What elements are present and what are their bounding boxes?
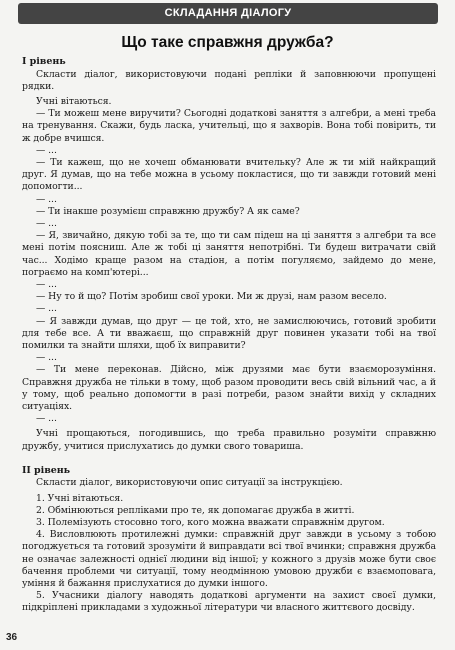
dialogue-line: — Ти інакше розумієш справжню дружбу? А як саме? [36, 205, 300, 217]
dialogue-line: — Ну то й що? Потім зробиш свої уроки. Ми ж друзі, нам разом весело. [36, 291, 387, 303]
dialogue-line: — ... [36, 413, 57, 425]
instruction-item: 4. Висловлюють протилежні думки: справжній друг завжди в усьому з тобою погоджується та готовий зрозуміти й виправдати всі твої вчинки; справжня дружба не означає залежності однієї людини від іншої; у кожного з друзів може бути своє бачення проблеми чи ситуації, тому неодмінною умовою дружби є взаємоповага, уміння й бажання прислухатися до думки іншого. [22, 529, 436, 589]
instruction-item: 1. Учні вітаються. [36, 492, 124, 504]
page-title: Що таке справжня дружба? [121, 34, 334, 51]
dialogue-line: — ... [36, 144, 57, 156]
section-banner: СКЛАДАННЯ ДІАЛОГУ [18, 3, 438, 24]
dialogue-line: — ... [36, 303, 57, 315]
level-2-heading: ІІ рівень [22, 464, 71, 476]
level-2-instruction: Скласти діалог, використовуючи опис ситуації за інструкцією. [36, 477, 343, 489]
level-1-heading: І рівень [22, 56, 66, 67]
dialogue-line: — Ти кажеш, що не хочеш обманювати вчительку? Але ж ти мій найкращий друг. Я думав, що на тебе можна в усьому покластися, що ти завжди готовий мені допомогти... [22, 156, 436, 193]
instruction-item: 2. Обмінюються репліками про те, як допомагає дружба в житті. [36, 504, 355, 516]
instruction-item: 3. Полемізують стосовно того, кого можна вважати справжнім другом. [36, 516, 385, 528]
dialogue-line: — ... [36, 217, 57, 229]
dialogue-line: — Ти можеш мене виручити? Сьогодні додаткові заняття з алгебри, а мені треба на тренування. Скажи, будь ласка, учительці, що я захворів. Вона тобі повірить, ти ж добре вчишся. [22, 108, 436, 144]
instruction-item: 5. Учасники діалогу наводять додаткові аргументи на захист своєї думки, підкріплені прикладами з художньої літератури чи власного життєвого досвіду. [22, 590, 436, 614]
page-content [22, 56, 436, 615]
dialogue-line: Учні вітаються. [36, 95, 112, 107]
dialogue-line: Учні прощаються, погодившись, що треба правильно розуміти справжню дружбу, учитися прислухатись до думки свого товариша. [22, 428, 436, 452]
dialogue-line: — Я, звичайно, дякую тобі за те, що ти сам підеш на ці заняття з алгебри та все мені потім поясниш. Але ж тобі ці заняття непотрібні. Ти будеш витрачати свій час... Ходімо краще разом на стадіон, а потім погуляємо, зайдемо до мене, пограємо на комп'ютері... [22, 230, 436, 278]
dialogue-lines [22, 96, 436, 453]
dialogue-line: — ... [36, 193, 57, 205]
page-number: 36 [6, 632, 18, 643]
dialogue-line: — ... [36, 278, 57, 290]
dialogue-line: — ... [36, 352, 57, 364]
dialogue-line: — Я завжди думав, що друг — це той, хто, не замислюючись, готовий зробити для тебе все. А ти вважаєш, що справжній друг повинен указати тобі на твої помилки та знайти шляхи, щоб їх виправити? [22, 315, 436, 351]
level-2-section [22, 465, 436, 615]
level-1-instruction: Скласти діалог, використовуючи подані репліки й заповнюючи пропущені рядки. [22, 68, 436, 92]
dialogue-line: — Ти мене переконав. Дійсно, між друзями має бути взаєморозуміння. Справжня дружба не тільки в тому, щоб разом проводити весь свій вільний час, а й у тому, щоб реально допомогти в разі потреби, разом знайти вихід у складних ситуаціях. [22, 364, 436, 412]
